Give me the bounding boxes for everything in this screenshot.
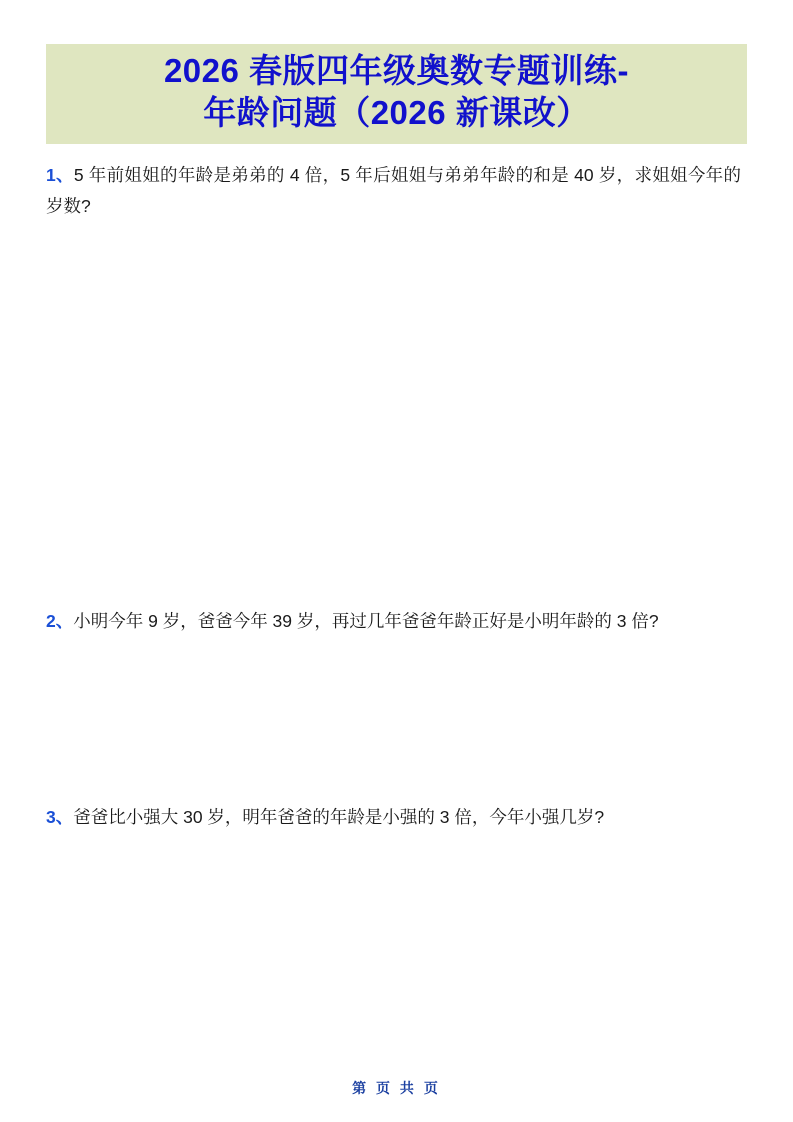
problem-number-1: 1、 [46,165,74,186]
problem-text-2: 小明今年 9 岁，爸爸今年 39 岁，再过几年爸爸年龄正好是小明年龄的 3 倍? [73,610,659,631]
answer-space-1 [46,222,747,606]
problem-item-2 [46,606,747,637]
page-title-line-2: 年龄问题（2026 新课改） [203,94,590,132]
answer-space-2 [46,636,747,802]
problem-number-3: 3、 [46,807,74,828]
problem-text-3: 爸爸比小强大 30 岁，明年爸爸的年龄是小强的 3 倍，今年小强几岁? [73,807,605,828]
problem-text-1: 5 年前姐姐的年龄是弟弟的 4 倍，5 年后姐姐与弟弟年龄的和是 40 岁，求姐姐今年的岁数? [46,165,741,217]
problem-number-2: 2、 [46,610,74,631]
page-title-line-1: 2026 春版四年级奥数专题训练- [163,52,630,89]
problem-item-3 [46,802,747,833]
problem-list [46,160,747,833]
worksheet-title-block [46,44,747,144]
page-footer: 第 页 共 页 [352,1080,441,1096]
problem-item-1 [46,160,747,221]
